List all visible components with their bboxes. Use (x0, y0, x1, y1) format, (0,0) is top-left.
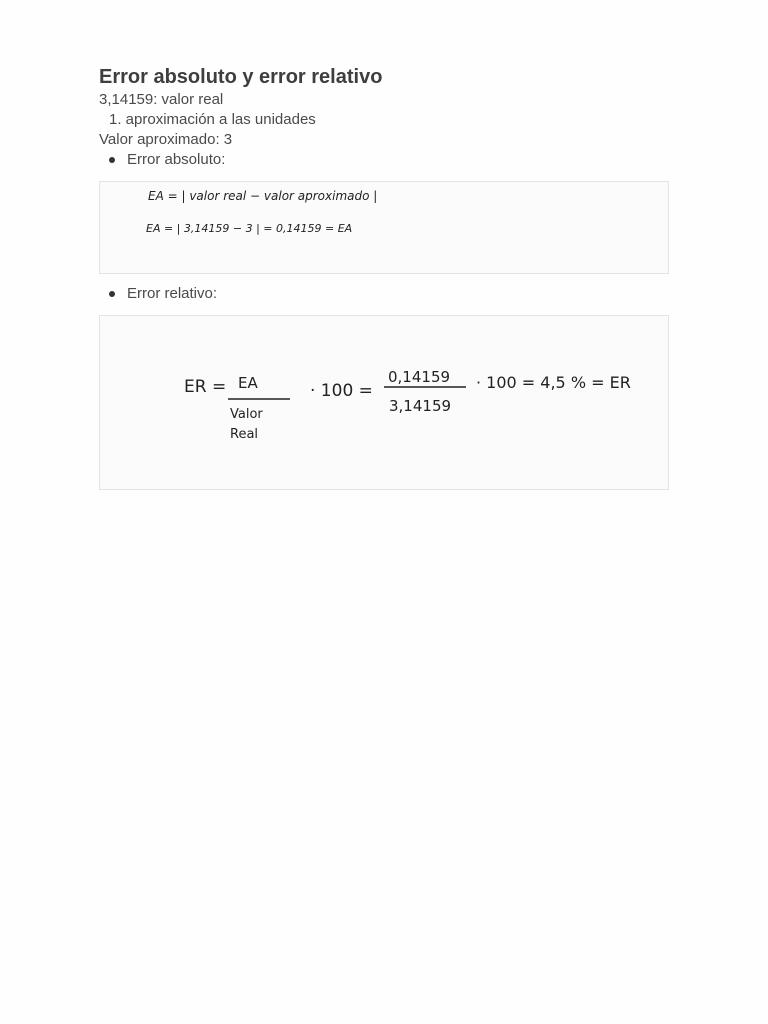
abs-calc-line: EA = | 3,14159 − 3 | = 0,14159 = EA (146, 222, 353, 235)
bullet-label: Error relativo: (127, 285, 218, 302)
ordered-list-item: 1. aproximación a las unidades (109, 111, 316, 128)
note-page (99, 64, 669, 490)
approx-value-text: Valor aproximado: 3 (99, 131, 233, 148)
times-100: · 100 = (310, 381, 373, 401)
valor-denominator: Valor (230, 407, 263, 422)
result-expression: · 100 = 4,5 % = ER (476, 373, 631, 392)
abs-formula-line: EA = | valor real − valor aproximado | (148, 189, 378, 203)
denominator-value: 3,14159 (389, 397, 452, 415)
absolute-error-handwriting[interactable] (99, 181, 669, 274)
real-value-text: 3,14159: valor real (99, 91, 224, 108)
page-title: Error absoluto y error relativo (99, 66, 383, 88)
bullet-dot-icon (109, 291, 115, 297)
relative-error-drawing (100, 316, 668, 489)
bullet-dot-icon (109, 157, 115, 163)
er-label: ER = (184, 377, 227, 397)
relative-error-handwriting[interactable] (99, 315, 669, 490)
absolute-error-drawing (100, 182, 668, 273)
bullet-absolute-error (99, 150, 669, 170)
real-denominator: Real (230, 427, 259, 442)
numerator-value: 0,14159 (388, 368, 451, 386)
bullet-label: Error absoluto: (127, 151, 226, 168)
bullet-relative-error (99, 284, 669, 304)
ea-numerator: EA (238, 374, 258, 392)
